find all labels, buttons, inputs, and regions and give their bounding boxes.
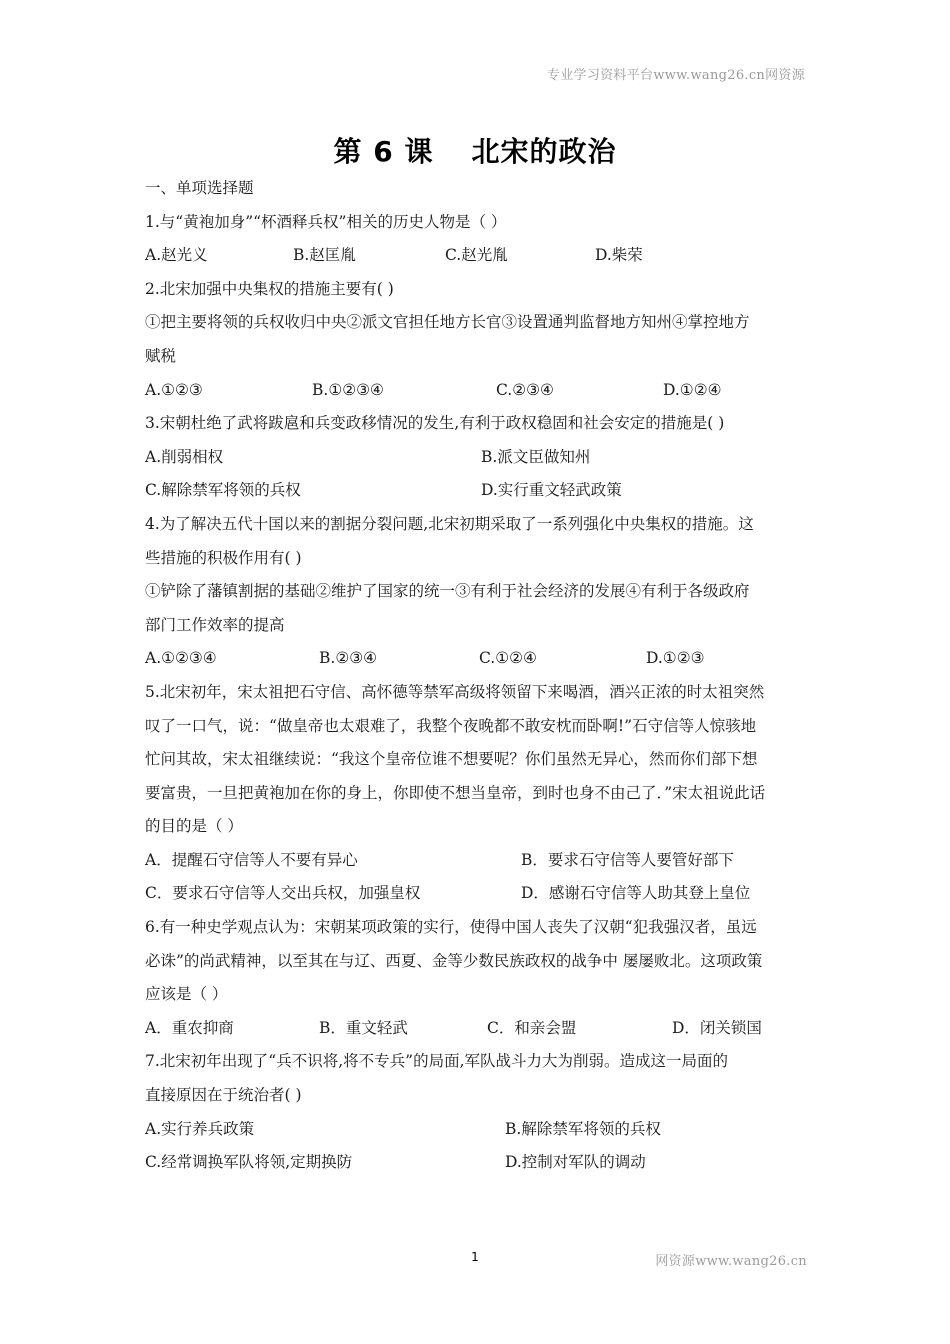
question-4-stem: 些措施的积极作用有( )	[145, 548, 302, 567]
lesson-name: 北宋的政治	[471, 135, 617, 168]
question-7-stem: 7.北宋初年出现了“兵不识将,将不专兵”的局面,军队战斗力大为削弱。造成这一局面的	[145, 1052, 728, 1071]
question-3-options-row-2	[145, 474, 809, 508]
option-c: C.②③④	[496, 380, 554, 399]
section-heading: 一、单项选择题	[145, 179, 254, 197]
header-watermark: 专业学习资料平台www.wang26.cn网资源	[546, 68, 805, 83]
question-4-options	[145, 642, 809, 676]
question-5-stem: 要富贵，一旦把黄袍加在你的身上，你即使不想当皇帝，到时也身不由己了．”宋太祖说此话	[145, 783, 766, 802]
question-4-stem: 部门工作效率的提高	[145, 615, 285, 634]
option-a: A.削弱相权	[145, 447, 224, 466]
question-2-options	[145, 374, 809, 408]
option-c: C.解除禁军将领的兵权	[145, 481, 301, 500]
option-b: B.解除禁军将领的兵权	[505, 1119, 661, 1138]
option-b: B.赵匡胤	[293, 246, 356, 265]
option-d: D.控制对军队的调动	[505, 1153, 646, 1172]
option-b: B.②③④	[319, 649, 378, 668]
option-c: C．要求石守信等人交出兵权，加强皇权	[145, 884, 421, 903]
option-b: B.派文臣做知州	[481, 447, 591, 466]
option-a: A．提醒石守信等人不要有异心	[145, 850, 358, 869]
option-d: D.①②③	[646, 649, 705, 668]
option-a: A.赵光义	[145, 246, 208, 265]
question-6-stem: 应该是（ ）	[145, 985, 228, 1004]
question-5-stem: 5.北宋初年，宋太祖把石守信、高怀德等禁军高级将领留下来喝酒，酒兴正浓的时太祖突然	[145, 682, 765, 701]
question-3-stem: 3.宋朝杜绝了武将跋扈和兵变政移情况的发生,有利于政权稳固和社会安定的措施是( )	[145, 414, 725, 433]
option-a: A．重农抑商	[145, 1018, 234, 1037]
question-2-stem: 赋税	[145, 346, 177, 365]
question-6-options	[145, 1012, 809, 1046]
question-1-stem: 1.与“黄袍加身”“杯酒释兵权”相关的历史人物是（ ）	[145, 212, 507, 231]
option-a: A.①②③④	[145, 649, 217, 668]
option-b: B.①②③④	[312, 380, 384, 399]
option-c: C.赵光胤	[445, 246, 508, 265]
question-1-options	[145, 239, 809, 273]
option-b: B．重文轻武	[319, 1018, 408, 1037]
question-3-options-row-1	[145, 441, 809, 475]
question-2-stem: 2.北宋加强中央集权的措施主要有( )	[145, 279, 394, 298]
question-list	[145, 172, 809, 1180]
question-6-stem: 6.有一种史学观点认为：宋朝某项政策的实行，使得中国人丧失了汉朝“犯我强汉者，虽远	[145, 918, 757, 937]
option-a: A.实行养兵政策	[145, 1119, 255, 1138]
question-4-stem: ①铲除了藩镇割据的基础②维护了国家的统一③有利于社会经济的发展④有利于各级政府	[145, 582, 750, 601]
question-7-stem: 直接原因在于统治者( )	[145, 1086, 302, 1105]
question-7-options-row-1	[145, 1113, 809, 1147]
question-6-stem: 必诛”的尚武精神，以至其在与辽、西夏、金等少数民族政权的战争中 屡屡败北。这项政策	[145, 951, 763, 970]
page-number: 1	[471, 1250, 479, 1264]
lesson-number: 第 6 课	[333, 135, 434, 168]
question-5-stem: 忙问其故，宋太祖继续说：“我这个皇帝位谁不想要呢？你们虽然无异心，然而你们部下想	[145, 750, 758, 769]
option-b: B．要求石守信等人要管好部下	[521, 850, 734, 869]
option-c: C.经常调换军队将领,定期换防	[145, 1153, 353, 1172]
option-d: D．闭关锁国	[672, 1018, 762, 1037]
footer-watermark: 网资源www.wang26.cn	[655, 1254, 807, 1269]
question-5-options-row-2	[145, 877, 809, 911]
question-5-stem: 叹了一口气，说：“做皇帝也太艰难了，我整个夜晚都不敢安枕而卧啊!”石守信等人惊骇地	[145, 716, 757, 735]
question-4-stem: 4.为了解决五代十国以来的割据分裂问题,北宋初期采取了一系列强化中央集权的措施。这	[145, 514, 754, 533]
option-c: C．和亲会盟	[487, 1018, 577, 1037]
question-7-options-row-2	[145, 1146, 809, 1180]
question-5-options-row-1	[145, 844, 809, 878]
question-2-stem: ①把主要将领的兵权收归中央②派文官担任地方长官③设置通判监督地方知州④掌控地方	[145, 313, 750, 332]
option-d: D．感谢石守信等人助其登上皇位	[521, 884, 751, 903]
page-title	[0, 130, 950, 170]
question-5-stem: 的目的是（ ）	[145, 817, 243, 836]
option-a: A.①②③	[145, 380, 203, 399]
option-d: D.实行重文轻武政策	[481, 481, 622, 500]
option-d: D.①②④	[663, 380, 722, 399]
option-c: C.①②④	[479, 649, 537, 668]
option-d: D.柴荣	[595, 246, 643, 265]
